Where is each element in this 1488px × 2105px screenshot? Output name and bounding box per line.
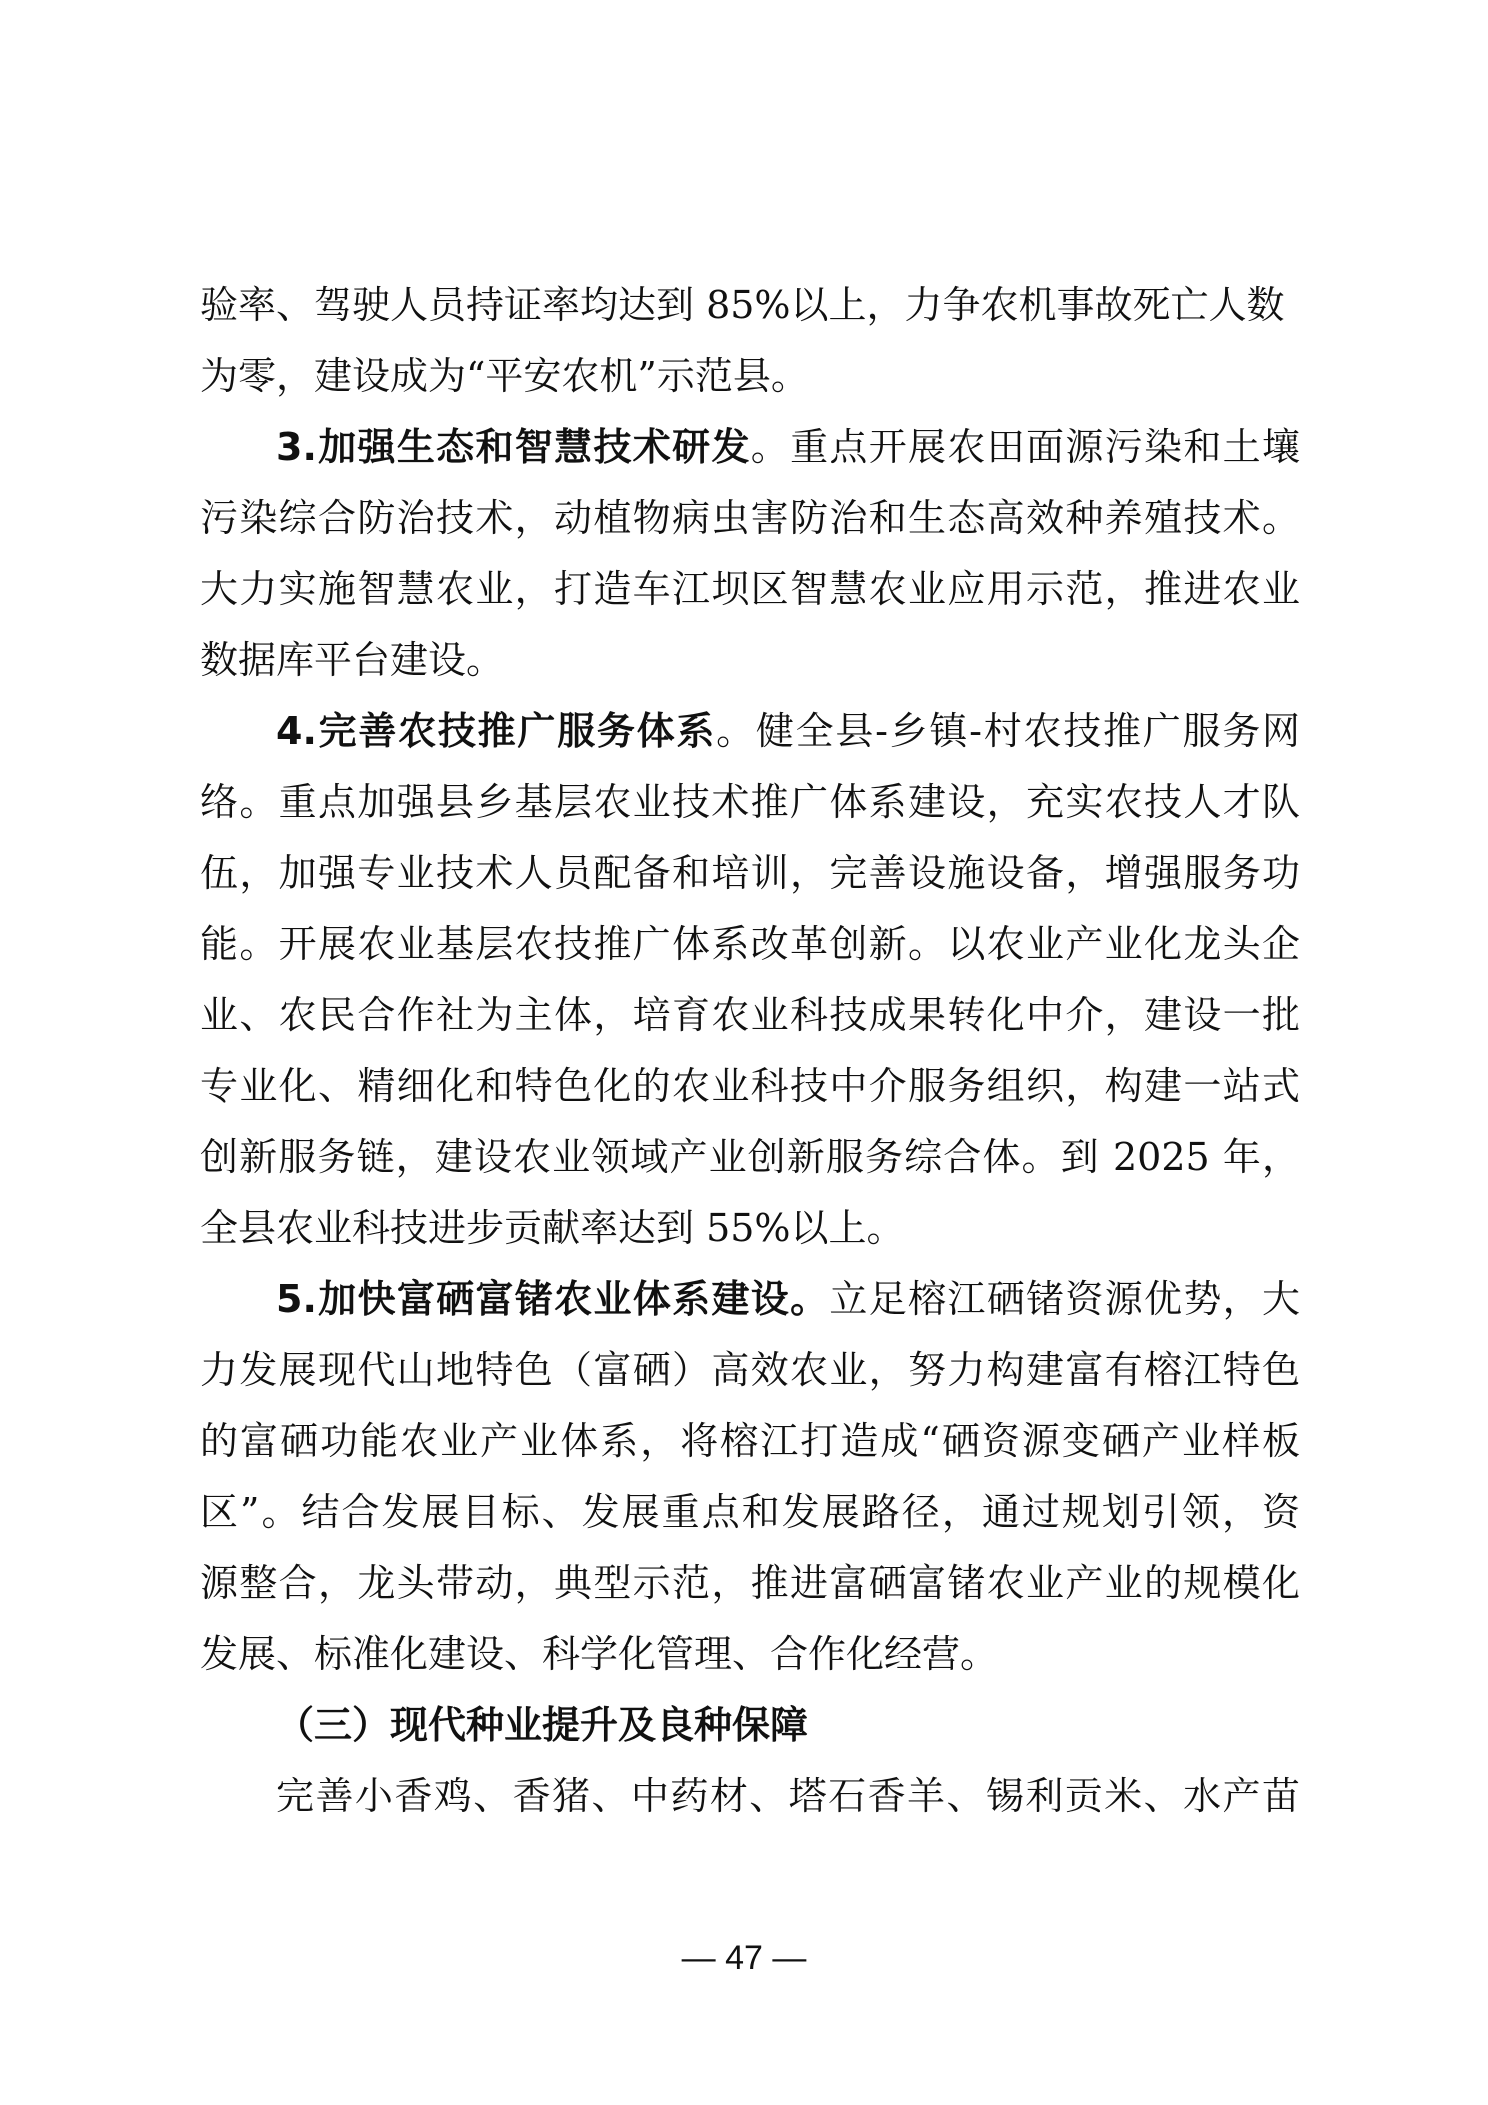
body-line: 业、农民合作社为主体，培育农业科技成果转化中介，建设一批 — [200, 993, 1300, 1037]
body-text: 。重点开展农田面源污染和土壤 — [750, 425, 1300, 469]
document-body — [200, 270, 1300, 1832]
body-line: 能。开展农业基层农技推广体系改革创新。以农业产业化龙头企 — [200, 922, 1300, 966]
body-line: 全县农业科技进步贡献率达到 55%以上。 — [200, 1206, 905, 1250]
body-text: 立足榕江硒锗资源优势，大 — [829, 1277, 1300, 1321]
body-line: 发展、标准化建设、科学化管理、合作化经营。 — [200, 1632, 999, 1676]
section-heading-line — [200, 696, 1300, 767]
body-line: 力发展现代山地特色（富硒）高效农业，努力构建富有榕江特色 — [200, 1348, 1300, 1392]
section-heading-line — [200, 1264, 1300, 1335]
page-number: — 47 — — [681, 1939, 807, 1977]
body-line: 验率、驾驶人员持证率均达到 85%以上，力争农机事故死亡人数 — [200, 283, 1285, 327]
body-line: 创新服务链，建设农业领域产业创新服务综合体。到 2025 年， — [200, 1135, 1300, 1179]
body-text: 。健全县-乡镇-村农技推广服务网 — [716, 709, 1300, 753]
body-line: 污染综合防治技术，动植物病虫害防治和生态高效种养殖技术。 — [200, 496, 1300, 540]
section-heading: 3.加强生态和智慧技术研发 — [276, 425, 751, 469]
body-line: 区”。结合发展目标、发展重点和发展路径，通过规划引领，资 — [200, 1490, 1300, 1534]
body-line: 数据库平台建设。 — [200, 638, 505, 682]
body-line: 伍，加强专业技术人员配备和培训，完善设施设备，增强服务功 — [200, 851, 1300, 895]
body-line: 完善小香鸡、香猪、中药材、塔石香羊、锡利贡米、水产苗 — [276, 1774, 1300, 1818]
body-line: 源整合，龙头带动，典型示范，推进富硒富锗农业产业的规模化 — [200, 1561, 1300, 1605]
subsection-heading: （三）现代种业提升及良种保障 — [276, 1703, 809, 1747]
body-line: 专业化、精细化和特色化的农业科技中介服务组织，构建一站式 — [200, 1064, 1300, 1108]
body-line: 的富硒功能农业产业体系，将榕江打造成“硒资源变硒产业样板 — [200, 1419, 1300, 1463]
section-heading: 5.加快富硒富锗农业体系建设。 — [276, 1277, 830, 1321]
body-line: 大力实施智慧农业，打造车江坝区智慧农业应用示范，推进农业 — [200, 567, 1300, 611]
section-heading: 4.完善农技推广服务体系 — [276, 709, 717, 753]
body-line: 络。重点加强县乡基层农业技术推广体系建设，充实农技人才队 — [200, 780, 1300, 824]
section-heading-line — [200, 412, 1300, 483]
body-line: 为零，建设成为“平安农机”示范县。 — [200, 354, 809, 398]
